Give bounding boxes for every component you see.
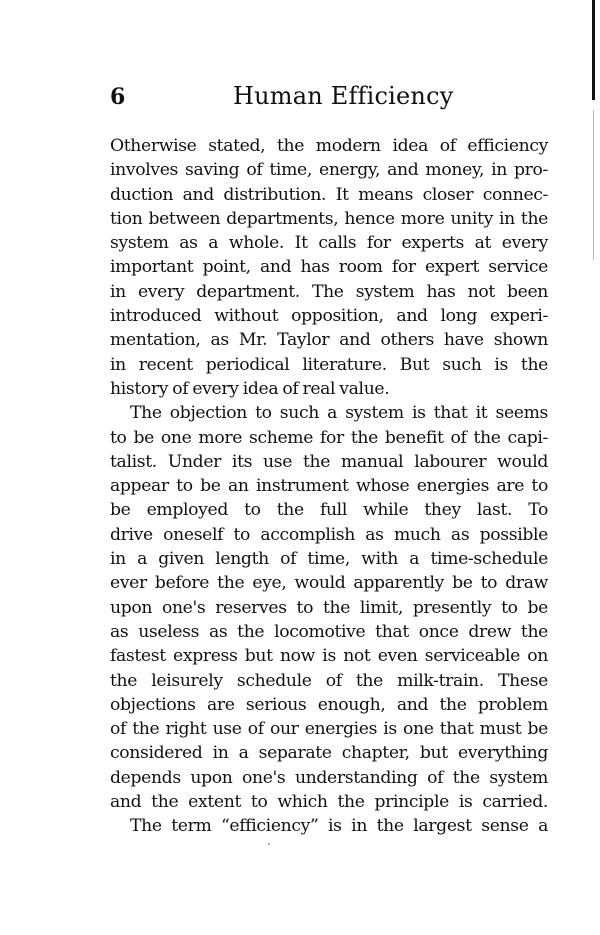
text-line: in a given length of time, with a time-schedule: [110, 549, 548, 570]
text-line: mentation, as Mr. Taylor and others have shown: [110, 330, 548, 351]
text-line: and the extent to which the principle is carried.: [110, 792, 548, 813]
scanned-page-edge: [592, 0, 595, 100]
text-line: objections are serious enough, and the problem: [110, 694, 548, 715]
text-line: duction and distribution. It means closer connec-: [110, 184, 548, 205]
text-line: as useless as the locomotive that once drew the: [110, 621, 548, 642]
page-number: 6: [110, 84, 126, 110]
text-line: system as a whole. It calls for experts at every: [110, 233, 548, 254]
text-line: appear to be an instrument whose energies are to: [110, 476, 548, 497]
text-line: be employed to the full while they last. To: [110, 500, 548, 521]
text-line: in recent periodical literature. But such is the: [110, 354, 548, 375]
text-line: talist. Under its use the manual labourer would: [110, 451, 548, 472]
text-line: tion between departments, hence more unity in the: [110, 208, 548, 229]
text-line: involves saving of time, energy, and money, in pro-: [110, 160, 548, 181]
text-line: history of every idea of real value.: [110, 378, 390, 399]
scanned-page-edge-faint: [593, 110, 594, 260]
running-title: Human Efficiency: [233, 82, 454, 110]
text-line: The objection to such a system is that it seems: [130, 403, 548, 424]
text-line: in every department. The system has not been: [110, 281, 548, 302]
paragraph-1: [110, 134, 548, 401]
text-line: The term “efficiency” is in the largest sense a: [130, 816, 548, 837]
body-text: [110, 134, 548, 839]
text-line: drive oneself to accomplish as much as possible: [110, 524, 548, 545]
paragraph-3: [110, 814, 548, 838]
text-line: ever before the eye, would apparently be to draw: [110, 573, 548, 594]
scan-speck: [268, 843, 270, 845]
text-line: introduced without opposition, and long experi-: [110, 306, 548, 327]
text-line: to be one more scheme for the benefit of the capi-: [110, 427, 548, 448]
text-line: upon one's reserves to the limit, presently to be: [110, 597, 548, 618]
text-line: important point, and has room for expert service: [110, 257, 548, 278]
paragraph-2: [110, 401, 548, 814]
text-line: depends upon one's understanding of the system: [110, 767, 548, 788]
text-line: the leisurely schedule of the milk-train. These: [110, 670, 548, 691]
text-line: of the right use of our energies is one that must be: [110, 719, 548, 740]
running-head: [110, 82, 550, 114]
text-line: Otherwise stated, the modern idea of efficiency: [110, 136, 548, 156]
text-line: fastest express but now is not even serviceable on: [110, 646, 548, 667]
text-line: considered in a separate chapter, but everything: [110, 743, 548, 764]
